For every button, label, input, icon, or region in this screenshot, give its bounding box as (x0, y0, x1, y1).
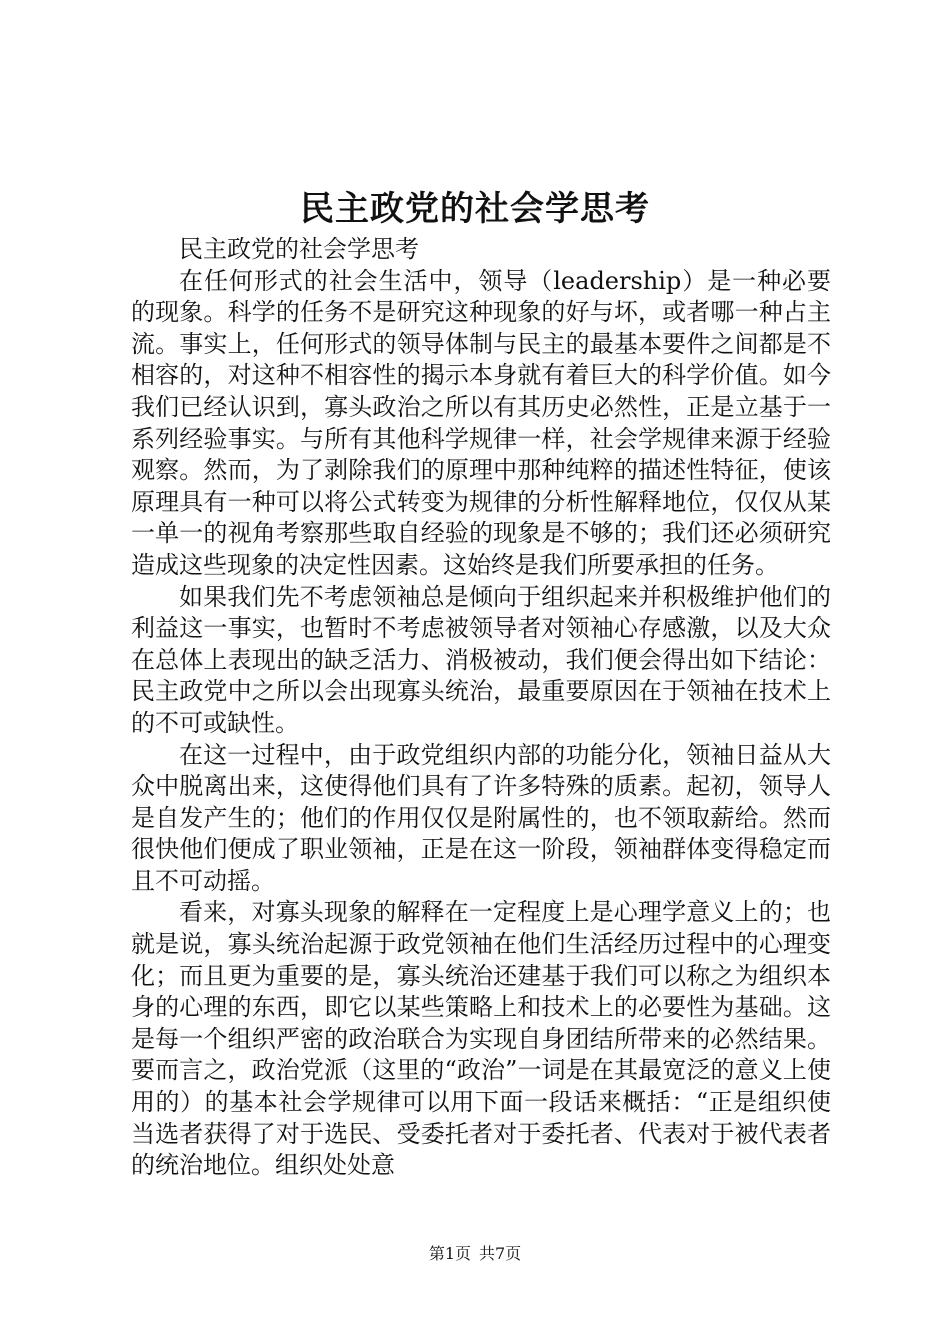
page-total: 共7页 (479, 1244, 522, 1263)
paragraph: 在任何形式的社会生活中，领导（leadership）是一种必要的现象。科学的任务不是研究这种现象的好与坏，或者哪一种占主流。事实上，任何形式的领导体制与民主的最基本要件之间都是不相容的，对这种不相容性的揭示本身就有着巨大的科学价值。如今我们已经认识到，寡头政治之所以有其历史必然性，正是立基于一系列经验事实。与所有其他科学规律一样，社会学规律来源于经验观察。然而，为了剥除我们的原理中那种纯粹的描述性特征，使该原理具有一种可以将公式转变为规律的分析性解释地位，仅仅从某一单一的视角考察那些取自经验的现象是不够的；我们还必须研究造成这些现象的决定性因素。这始终是我们所要承担的任务。 (131, 266, 831, 579)
paragraph: 看来，对寡头现象的解释在一定程度上是心理学意义上的；也就是说，寡头统治起源于政党领袖在他们生活经历过程中的心理变化；而且更为重要的是，寡头统治还建基于我们可以称之为组织本身的心理的东西，即它以某些策略上和技术上的必要性为基础。这是每一个组织严密的政治联合为实现自身团结所带来的必然结果。要而言之，政治党派（这里的“政治”一词是在其最宽泛的意义上使用的）的基本社会学规律可以用下面一段话来概括：“正是组织使当选者获得了对于选民、受委托者对于委托者、代表对于被代表者的统治地位。组织处处意 (131, 898, 831, 1180)
document-body (131, 234, 831, 1182)
document-title: 民主政党的社会学思考 (300, 189, 650, 229)
paragraph: 在这一过程中，由于政党组织内部的功能分化，领袖日益从大众中脱离出来，这使得他们具有了许多特殊的质素。起初，领导人是自发产生的；他们的作用仅仅是附属性的，也不领取薪给。然而很快他们便成了职业领袖，正是在这一阶段，领袖群体变得稳定而且不可动摇。 (131, 740, 831, 895)
page-footer (0, 1242, 950, 1266)
paragraph: 如果我们先不考虑领袖总是倾向于组织起来并积极维护他们的利益这一事实，也暂时不考虑被领导者对领袖心存感激，以及大众在总体上表现出的缺乏活力、消极被动，我们便会得出如下结论：民主政党中之所以会出现寡头统治，最重要原因在于领袖在技术上的不可或缺性。 (131, 582, 831, 737)
page-number: 第1页 (428, 1244, 471, 1263)
paragraph-subtitle: 民主政党的社会学思考 (179, 235, 419, 263)
